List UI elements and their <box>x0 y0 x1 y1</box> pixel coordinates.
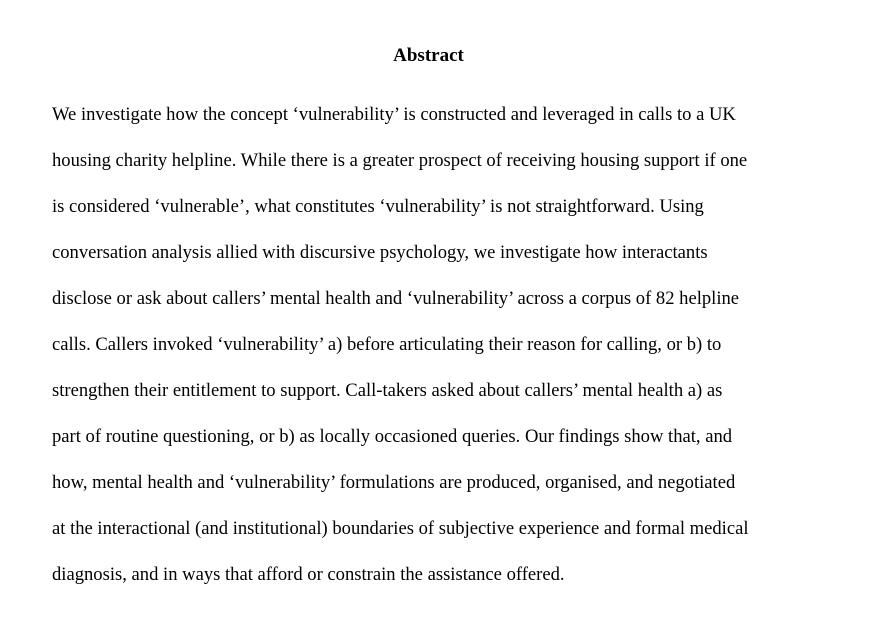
abstract-line: part of routine questioning, or b) as locally occasioned queries. Our findings show that, and <box>52 426 733 447</box>
abstract-line: We investigate how the concept ‘vulnerability’ is constructed and leveraged in calls to a UK <box>52 104 736 125</box>
abstract-paragraph <box>52 103 852 609</box>
abstract-line: housing charity helpline. While there is a greater prospect of receiving housing support if one <box>52 150 748 171</box>
abstract-line: calls. Callers invoked ‘vulnerability’ a) before articulating their reason for calling, or b) to <box>52 334 722 355</box>
abstract-line: strengthen their entitlement to support. Call-takers asked about callers’ mental health a) as <box>52 380 723 401</box>
abstract-heading: Abstract <box>393 45 464 66</box>
abstract-line: at the interactional (and institutional) boundaries of subjective experience and formal medical <box>52 518 749 539</box>
abstract-line: disclose or ask about callers’ mental health and ‘vulnerability’ across a corpus of 82 helpline <box>52 288 740 309</box>
abstract-line: conversation analysis allied with discursive psychology, we investigate how interactants <box>52 242 708 263</box>
abstract-line: how, mental health and ‘vulnerability’ formulations are produced, organised, and negotiated <box>52 472 736 493</box>
abstract-line: diagnosis, and in ways that afford or constrain the assistance offered. <box>52 564 565 585</box>
abstract-line: is considered ‘vulnerable’, what constitutes ‘vulnerability’ is not straightforward. Using <box>52 196 704 217</box>
